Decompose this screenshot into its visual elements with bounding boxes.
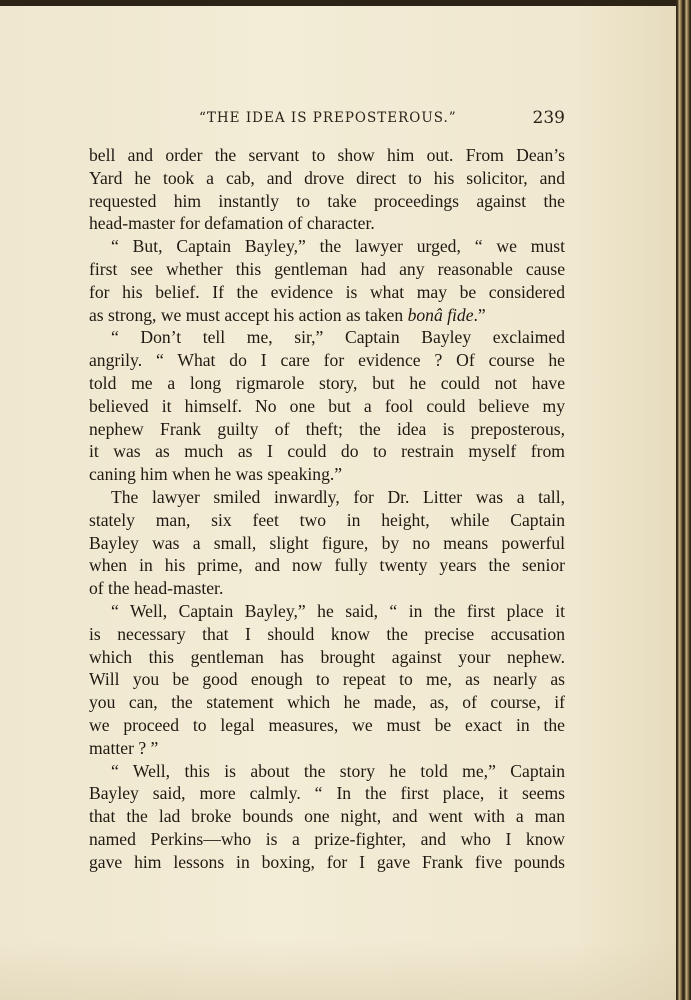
italic-phrase: bonâ fide xyxy=(407,304,474,325)
text-line: head-master for defamation of character. xyxy=(89,213,375,234)
text-line: stately man, six feet two in height, while Captain xyxy=(89,509,565,530)
text-line: “ Well, Captain Bayley,” he said, “ in the first place it xyxy=(111,600,565,621)
running-head xyxy=(89,110,565,134)
text-line: as strong, we must accept his action as taken bonâ fide.” xyxy=(89,304,486,325)
text-line: The lawyer smiled inwardly, for Dr. Litter was a tall, xyxy=(111,486,565,507)
text-line: Bayley said, more calmly. “ In the first place, it seems xyxy=(89,783,565,804)
body-text xyxy=(89,144,565,874)
text-line: it was as much as I could do to restrain myself from xyxy=(89,441,565,462)
text-line: angrily. “ What do I care for evidence ? Of course he xyxy=(89,350,565,371)
text-line: is necessary that I should know the precise accusation xyxy=(89,623,565,644)
text-line: caning him when he was speaking.” xyxy=(89,464,343,485)
page-number: 239 xyxy=(532,108,565,128)
text-line: you can, the statement which he made, as, of course, if xyxy=(89,692,565,713)
text-line: we proceed to legal measures, we must be exact in the xyxy=(89,714,565,735)
text-line: “ Don’t tell me, sir,” Captain Bayley exclaimed xyxy=(111,327,565,348)
text-line: of the head-master. xyxy=(89,578,224,599)
text-line: first see whether this gentleman had any reasonable cause xyxy=(89,258,565,279)
text-line: matter ? ” xyxy=(89,737,159,758)
text-line: Yard he took a cab, and drove direct to his solicitor, and xyxy=(89,167,565,188)
page-edge xyxy=(676,0,691,1000)
text-line: requested him instantly to take proceedings against the xyxy=(89,190,565,211)
text-line: believed it himself. No one but a fool could believe my xyxy=(89,395,565,416)
text-line: when in his prime, and now fully twenty years the senior xyxy=(89,555,565,576)
text-line: Will you be good enough to repeat to me, as nearly as xyxy=(89,669,565,690)
text-line: “ But, Captain Bayley,” the lawyer urged, “ we must xyxy=(111,236,565,257)
running-title: “THE IDEA IS PREPOSTEROUS.” xyxy=(199,110,457,126)
text-line: that the lad broke bounds one night, and went with a man xyxy=(89,806,565,827)
text-line: for his belief. If the evidence is what may be considered xyxy=(89,281,565,302)
text-line: told me a long rigmarole story, but he could not have xyxy=(89,372,565,393)
text-line: Bayley was a small, slight figure, by no means powerful xyxy=(89,532,565,553)
text-line: named Perkins—who is a prize-fighter, and who I know xyxy=(89,828,565,849)
text-line: bell and order the servant to show him out. From Dean’s xyxy=(89,145,565,165)
text-line: which this gentleman has brought against your nephew. xyxy=(89,646,565,667)
text-line: “ Well, this is about the story he told me,” Captain xyxy=(111,760,565,781)
page-shadow xyxy=(0,940,676,1000)
text-line: gave him lessons in boxing, for I gave Frank five pounds xyxy=(89,851,565,872)
text-line: nephew Frank guilty of theft; the idea is preposterous, xyxy=(89,418,565,439)
